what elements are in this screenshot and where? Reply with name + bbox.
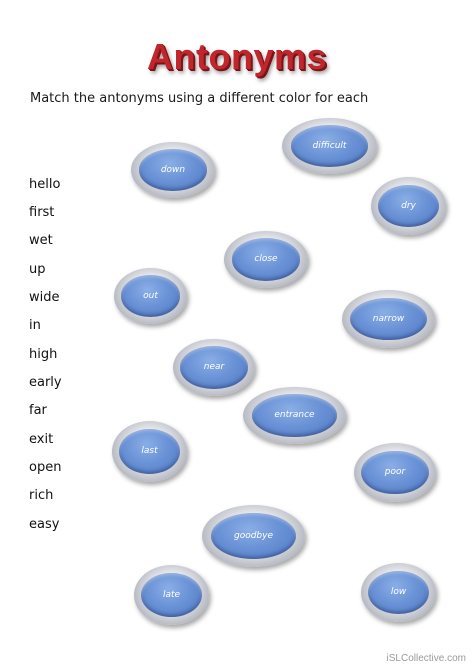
bubble-poor[interactable] xyxy=(354,443,436,502)
bubble-fill xyxy=(361,451,428,495)
bubble-fill xyxy=(368,571,430,615)
bubble-difficult[interactable] xyxy=(282,118,377,174)
word-item: in xyxy=(29,318,41,333)
word-item: hello xyxy=(29,177,61,192)
word-item: far xyxy=(29,403,47,418)
bubble-label: goodbye xyxy=(233,530,273,541)
bubble-dry[interactable] xyxy=(371,177,446,235)
bubble-fill xyxy=(232,238,301,280)
word-list xyxy=(29,0,129,670)
word-item: exit xyxy=(29,432,54,447)
bubble-label: dry xyxy=(401,200,416,211)
worksheet-title: Antonyms xyxy=(146,36,327,77)
bubble-label: near xyxy=(203,362,225,373)
bubble-label: last xyxy=(141,446,158,457)
bubble-label: poor xyxy=(384,467,406,478)
bubble-fill xyxy=(119,429,181,474)
bubble-narrow[interactable] xyxy=(342,290,435,348)
bubble-label: low xyxy=(390,587,407,598)
bubble-fill xyxy=(139,149,208,190)
bubble-late[interactable] xyxy=(134,565,209,625)
bubble-last[interactable] xyxy=(112,421,187,482)
bubble-label: entrance xyxy=(274,410,315,421)
word-item: early xyxy=(29,375,62,390)
word-item: wide xyxy=(29,290,60,305)
bubble-low[interactable] xyxy=(361,563,436,622)
bubble-entrance[interactable] xyxy=(243,387,346,444)
bubble-close[interactable] xyxy=(224,231,308,288)
bubble-fill xyxy=(121,275,181,316)
bubble-fill xyxy=(350,298,426,341)
word-item: high xyxy=(29,347,58,362)
bubble-label: late xyxy=(162,589,181,600)
instruction-text: Match the antonyms using a different color for each xyxy=(30,91,369,106)
word-item: rich xyxy=(29,488,54,503)
word-item: up xyxy=(29,262,46,277)
bubble-fill xyxy=(291,125,369,166)
bubble-fill xyxy=(141,573,203,617)
bubble-label: close xyxy=(254,254,278,265)
bubble-fill xyxy=(180,346,247,388)
word-item: first xyxy=(29,205,55,220)
bubble-fill xyxy=(378,185,440,228)
bubble-out[interactable] xyxy=(114,268,187,324)
bubble-label: out xyxy=(143,290,158,301)
watermark: iSLCollective.com xyxy=(386,653,466,664)
bubble-label: difficult xyxy=(312,140,347,151)
bubble-fill xyxy=(252,394,336,436)
word-item: wet xyxy=(29,233,53,248)
word-item: open xyxy=(29,460,62,475)
bubble-near[interactable] xyxy=(173,339,255,396)
word-item: easy xyxy=(29,517,60,532)
bubble-down[interactable] xyxy=(131,142,215,198)
bubble-fill xyxy=(211,513,295,559)
bubble-goodbye[interactable] xyxy=(202,505,305,567)
bubble-label: narrow xyxy=(372,313,405,324)
bubble-label: down xyxy=(160,164,186,175)
